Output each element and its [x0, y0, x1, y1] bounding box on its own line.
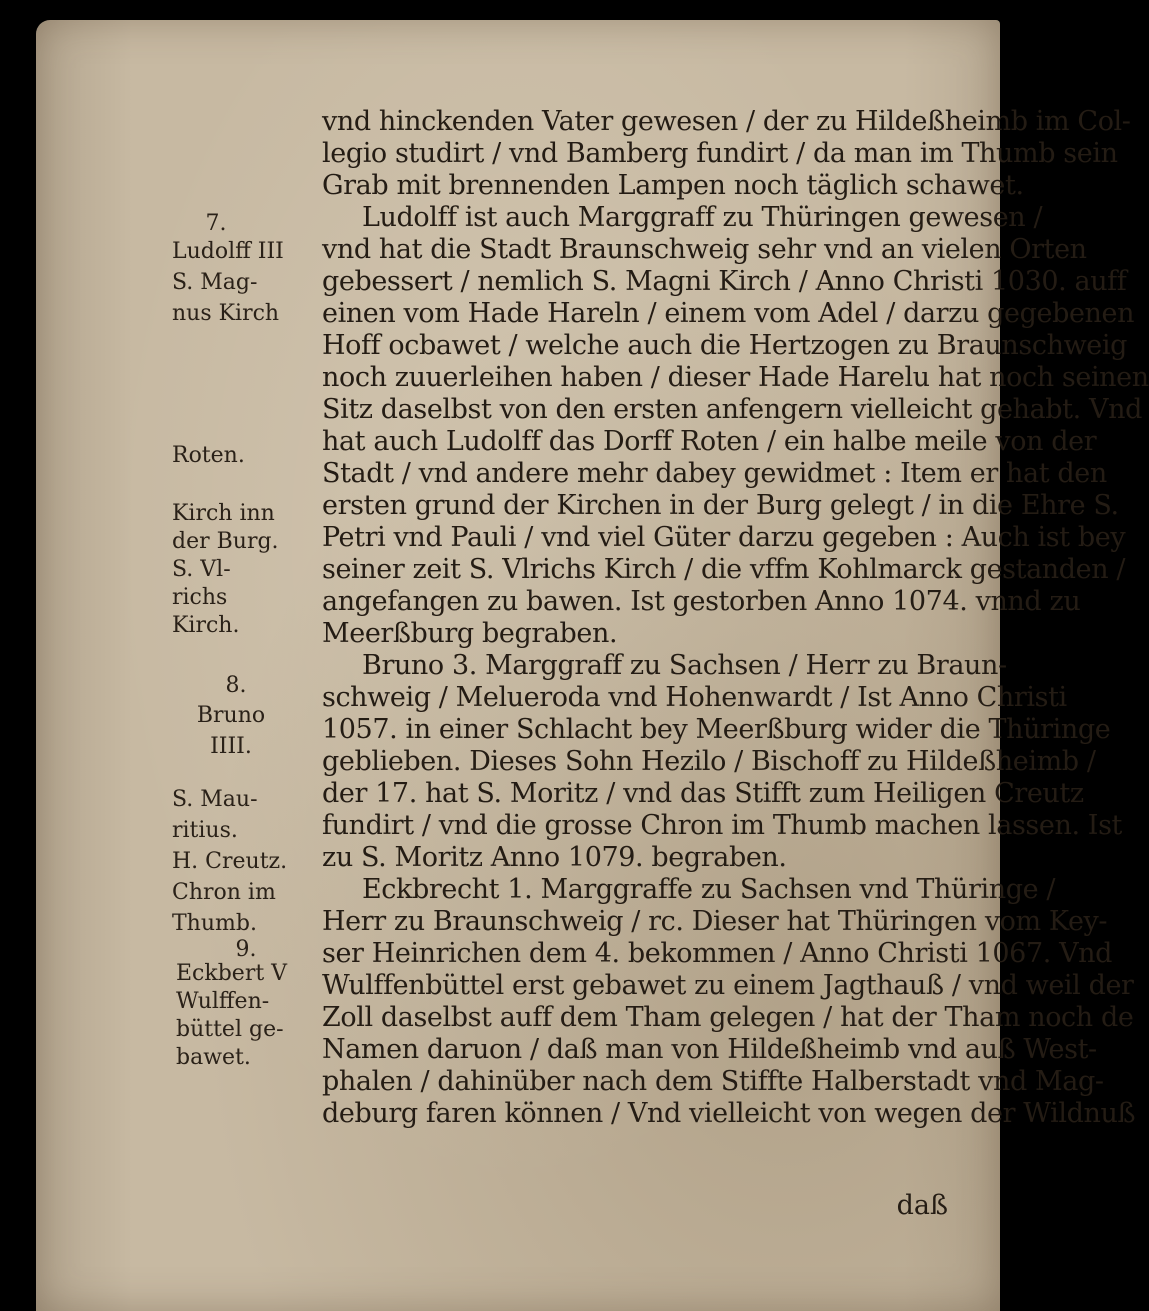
text-line: Wulffenbüttel erst gebawet zu einem Jagthauß / vnd weil der [322, 970, 1134, 1001]
text-line: phalen / dahinüber nach dem Stiffte Halberstadt vnd Mag- [322, 1066, 1104, 1097]
margin-note-line: Chron im [172, 880, 276, 905]
margin-note-line: H. Creutz. [172, 849, 288, 874]
margin-note-line: nus Kirch [172, 301, 280, 326]
text-line: einen vom Hade Hareln / einem vom Adel / darzu gegebenen [322, 298, 1135, 329]
text-line: Meerßburg begraben. [322, 618, 618, 649]
text-line: noch zuuerleihen haben / dieser Hade Harelu hat noch seinen [322, 362, 1149, 393]
margin-note-burg [172, 500, 290, 640]
text-line: gebessert / nemlich S. Magni Kirch / Anno Christi 1030. auff [322, 266, 1127, 297]
text-line: schweig / Melueroda vnd Hohenwardt / Ist Anno Christi [322, 682, 1067, 713]
document-page [36, 20, 1149, 1311]
text-line: vnd hat die Stadt Braunschweig sehr vnd an vielen Orten [322, 234, 1087, 265]
text-line: fundirt / vnd die grosse Chron im Thumb machen lassen. Ist [322, 810, 1122, 841]
text-line: Namen daruon / daß man von Hildeßheimb vnd auß West- [322, 1034, 1097, 1065]
margin-note-line: S. Mau- [172, 787, 258, 812]
text-line: Ludolff ist auch Marggraff zu Thüringen gewesen / [362, 202, 1043, 233]
text-line: ser Heinrichen dem 4. bekommen / Anno Christi 1067. Vnd [322, 938, 1113, 969]
margin-note-line: S. Mag- [172, 270, 258, 295]
text-line: Sitz daselbst von den ersten anfengern vielleicht gehabt. Vnd [322, 394, 1142, 425]
margin-note-line: Wulffen- [176, 989, 270, 1014]
text-line: hat auch Ludolff das Dorff Roten / ein halbe meile von der [322, 426, 1097, 457]
margin-note-line: der Burg. [172, 529, 279, 554]
margin-note-line: richs [172, 585, 228, 610]
margin-note-line: bawet. [176, 1045, 251, 1070]
text-line: geblieben. Dieses Sohn Hezilo / Bischoff zu Hildeßheimb / [322, 746, 1096, 777]
margin-note-line: Eckbert V [176, 961, 288, 986]
margin-note-line: S. Vl- [172, 557, 231, 582]
text-line: Stadt / vnd andere mehr dabey gewidmet : Item er hat den [322, 458, 1107, 489]
text-line: ersten grund der Kirchen in der Burg gelegt / in die Ehre S. [322, 490, 1119, 521]
text-line: vnd hinckenden Vater gewesen / der zu Hildeßheimb im Col- [322, 106, 1131, 137]
text-line: seiner zeit S. Vlrichs Kirch / die vffm Kohlmarck gestanden / [322, 554, 1126, 585]
text-line: Hoff ocbawet / welche auch die Hertzogen zu Braunschweig [322, 330, 1127, 361]
margin-note-line: Bruno [196, 703, 266, 728]
text-line: deburg faren können / Vnd vielleicht von wegen der Wildnuß [322, 1098, 1136, 1129]
margin-note-roten: Roten. [172, 443, 245, 468]
text-line: Bruno 3. Marggraff zu Sachsen / Herr zu Braun- [362, 650, 1007, 681]
text-line: angefangen zu bawen. Ist gestorben Anno 1074. vnnd zu [322, 586, 1081, 617]
text-line: der 17. hat S. Moritz / vnd das Stifft zum Heiligen Creutz [322, 778, 1084, 809]
text-line: Grab mit brennenden Lampen noch täglich schawet. [322, 170, 1024, 201]
text-line: Herr zu Braunschweig / rc. Dieser hat Thüringen vom Key- [322, 906, 1108, 937]
text-line: legio studirt / vnd Bamberg fundirt / da man im Thumb sein [322, 138, 1118, 169]
margin-number-8: 8. [225, 673, 247, 698]
text-line: zu S. Moritz Anno 1079. begraben. [322, 842, 787, 873]
margin-number-9: 9. [235, 937, 257, 962]
margin-note-line: ritius. [172, 818, 238, 843]
text-line: Petri vnd Pauli / vnd viel Güter darzu gegeben : Auch ist bey [322, 522, 1126, 553]
margin-note-ludolff [172, 236, 290, 329]
margin-note-line: büttel ge- [176, 1017, 284, 1042]
margin-note-line: Ludolff III [172, 239, 284, 264]
margin-note-line: IIII. [210, 734, 252, 759]
catchword: daß [896, 1190, 948, 1221]
margin-note-eckbert [176, 960, 294, 1072]
margin-note-line: Thumb. [172, 911, 257, 936]
text-line: Eckbrecht 1. Marggraffe zu Sachsen vnd Thüringe / [362, 874, 1056, 905]
margin-note-line: Kirch inn [172, 501, 275, 526]
margin-note-mauritius [172, 784, 290, 939]
margin-note-bruno [176, 700, 286, 762]
text-line: 1057. in einer Schlacht bey Meerßburg wider die Thüringe [322, 714, 1111, 745]
text-line: Zoll daselbst auff dem Tham gelegen / hat der Tham noch de [322, 1002, 1134, 1033]
margin-number-7: 7. [205, 211, 227, 236]
margin-note-line: Kirch. [172, 613, 240, 638]
